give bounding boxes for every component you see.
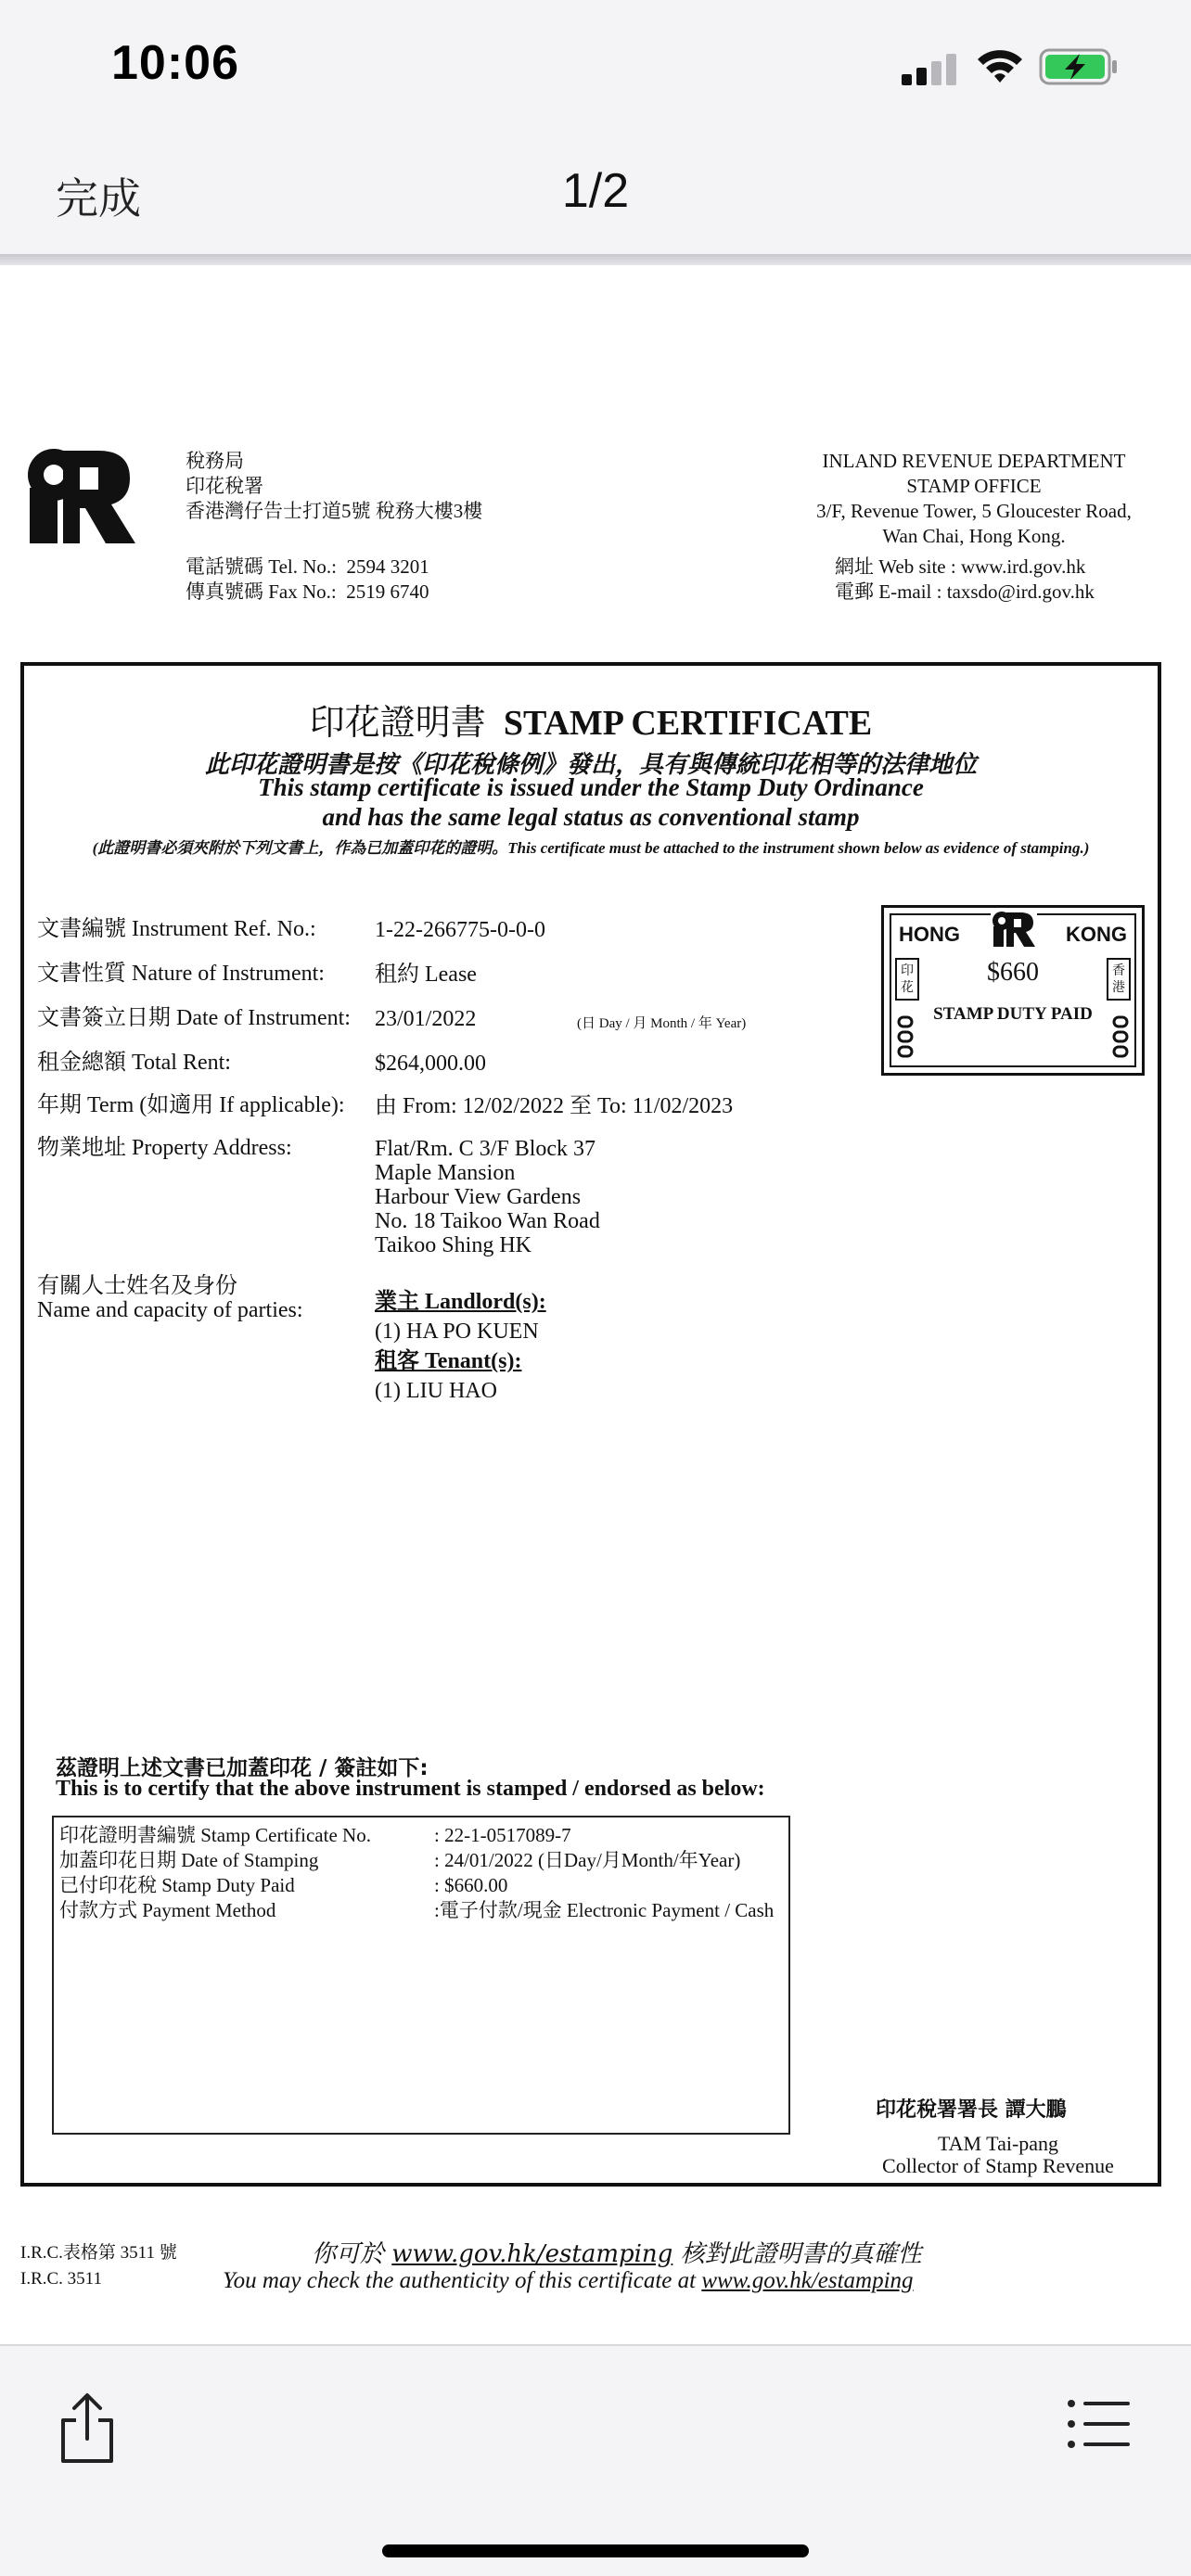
- date-format-hint: (日 Day / 月 Month / 年 Year): [577, 1016, 747, 1031]
- stamp-ird-logo: [991, 910, 1037, 949]
- endorsement-label: 已付印花稅 Stamp Duty Paid: [59, 1874, 295, 1896]
- address-line: Taikoo Shing HK: [375, 1233, 531, 1257]
- signer-zh: 印花稅署署長 譚大鵬: [876, 2098, 1067, 2122]
- wifi-icon: [976, 46, 1024, 85]
- instrument-date-value: 23/01/2022: [375, 1007, 477, 1031]
- landlord-name: (1) HA PO KUEN: [375, 1320, 539, 1344]
- form-number-zh: I.R.C.表格第 3511 號: [20, 2243, 177, 2263]
- endorsement-label: 付款方式 Payment Method: [59, 1899, 276, 1921]
- contact-phone-fax: [186, 555, 429, 605]
- top-bar: [0, 0, 1191, 256]
- tenant-label: 租客 Tenant(s):: [375, 1349, 522, 1373]
- instrument-date-label: 文書簽立日期 Date of Instrument:: [37, 1006, 351, 1030]
- header-en-line: INLAND REVENUE DEPARTMENT: [822, 450, 1126, 472]
- total-rent-value: $264,000.00: [375, 1052, 486, 1076]
- cellular-signal-icon: [902, 54, 959, 85]
- fax-value: 2519 6740: [346, 580, 429, 603]
- estamping-link-en[interactable]: www.gov.hk/estamping: [701, 2268, 914, 2293]
- legal-status-zh: 此印花證明書是按《印花稅條例》發出，具有與傳統印花相等的法律地位: [204, 751, 977, 779]
- nature-label: 文書性質 Nature of Instrument:: [37, 962, 325, 986]
- tel-label: 電話號碼 Tel. No.:: [186, 555, 338, 578]
- ird-address-chinese: [186, 449, 482, 524]
- parties-label-zh: 有關人士姓名及身份: [37, 1274, 237, 1298]
- stamp-ornament-icon: [1110, 1015, 1131, 1060]
- authenticity-zh-pre: 你可於: [312, 2240, 392, 2268]
- bottom-toolbar: [0, 2344, 1191, 2576]
- nature-value: 租約 Lease: [375, 963, 477, 987]
- signer-en: [840, 2133, 1156, 2177]
- header-zh-line: 香港灣仔告士打道5號 稅務大樓3樓: [186, 500, 483, 522]
- email-label: 電郵 E-mail :: [835, 580, 942, 603]
- fax-label: 傳真號碼 Fax No.:: [186, 580, 337, 603]
- stamp-side-right: 香港: [1107, 958, 1131, 1001]
- certify-text-zh: 茲證明上述文書已加蓋印花 / 簽註如下:: [56, 1756, 429, 1780]
- parties-label-en: Name and capacity of parties:: [37, 1298, 303, 1322]
- battery-charging-icon: [1039, 48, 1119, 85]
- certificate-title-en: STAMP CERTIFICATE: [503, 704, 873, 743]
- endorsement-box: [52, 1816, 790, 2135]
- stamp-certificate: [20, 662, 1161, 2187]
- share-icon[interactable]: [58, 2392, 117, 2465]
- header-zh-line: 稅務局: [186, 450, 244, 472]
- estamping-link-zh[interactable]: www.gov.hk/estamping: [391, 2240, 673, 2268]
- email-value: taxsdo@ird.gov.hk: [946, 580, 1095, 603]
- attachment-note: (此證明書必須夾附於下列文書上，作為已加蓋印花的證明。This certificate must be attached to the instrument shown below as evidence of stamping.): [92, 839, 1090, 857]
- done-button[interactable]: 完成: [56, 173, 141, 223]
- total-rent-label: 租金總額 Total Rent:: [37, 1051, 231, 1075]
- header-zh-line: 印花稅署: [186, 475, 263, 497]
- ird-logo: [26, 447, 137, 547]
- home-indicator[interactable]: [382, 2544, 809, 2557]
- form-number: [20, 2240, 177, 2292]
- web-value: www.ird.gov.hk: [960, 555, 1086, 578]
- header-en-line: STAMP OFFICE: [906, 475, 1042, 497]
- instrument-ref-label: 文書編號 Instrument Ref. No.:: [37, 917, 316, 941]
- address-line: Maple Mansion: [375, 1161, 516, 1185]
- endorsement-label: 印花證明書編號 Stamp Certificate No.: [59, 1824, 371, 1846]
- stamp-paid-text: STAMP DUTY PAID: [933, 1004, 1093, 1024]
- parties: [375, 1287, 546, 1406]
- document-page: [0, 265, 1191, 2344]
- address-line: Harbour View Gardens: [375, 1185, 582, 1209]
- stamp-amount: $660: [987, 958, 1039, 987]
- contact-web-email: [835, 555, 1095, 605]
- term-value: 由 From: 12/02/2022 至 To: 11/02/2023: [375, 1094, 734, 1118]
- authenticity-en-pre: You may check the authenticity of this certificate at: [223, 2268, 702, 2293]
- endorsement-value: : $660.00: [434, 1874, 508, 1896]
- header-en-line: Wan Chai, Hong Kong.: [882, 525, 1066, 547]
- certify-text-en: This is to certify that the above instrument is stamped / endorsed as below:: [56, 1777, 765, 1801]
- endorsement-value: : 22-1-0517089-7: [434, 1824, 571, 1846]
- web-label: 網址 Web site :: [835, 555, 956, 578]
- authenticity-note-en: [223, 2268, 914, 2294]
- parties-label: [37, 1274, 303, 1322]
- address-label: 物業地址 Property Address:: [37, 1136, 292, 1160]
- address-line: Flat/Rm. C 3/F Block 37: [375, 1137, 596, 1161]
- list-icon[interactable]: [1067, 2398, 1132, 2450]
- stamp-hong: HONG: [899, 923, 960, 946]
- address-line: No. 18 Taikoo Wan Road: [375, 1209, 600, 1233]
- legal-status-en-2: and has the same legal status as conventional stamp: [322, 803, 860, 831]
- endorsement-value: : 24/01/2022 (日Day/月Month/年Year): [434, 1849, 741, 1871]
- legal-status-en-1: This stamp certificate is issued under the Stamp Duty Ordinance: [258, 773, 924, 801]
- form-number-en: I.R.C. 3511: [20, 2269, 102, 2289]
- ird-address-english: [798, 449, 1150, 549]
- certificate-title-zh: 印花證明書: [309, 702, 486, 743]
- certificate-title: [24, 694, 1158, 745]
- stamp-duty-paid-seal: [881, 905, 1145, 1076]
- authenticity-note-zh: [312, 2235, 922, 2269]
- stamp-kong: KONG: [1066, 923, 1127, 946]
- tel-value: 2594 3201: [346, 555, 429, 578]
- signer-title: Collector of Stamp Revenue: [882, 2154, 1114, 2177]
- stamp-ornament-icon: [895, 1015, 916, 1060]
- page-indicator: 1/2: [561, 164, 630, 218]
- endorsement-label: 加蓋印花日期 Date of Stamping: [59, 1849, 319, 1871]
- header-en-line: 3/F, Revenue Tower, 5 Gloucester Road,: [816, 500, 1132, 522]
- term-label: 年期 Term (如適用 If applicable):: [37, 1093, 345, 1117]
- tenant-name: (1) LIU HAO: [375, 1379, 497, 1403]
- status-time: 10:06: [111, 36, 239, 90]
- instrument-ref-value: 1-22-266775-0-0-0: [375, 918, 545, 942]
- nav-divider: [0, 254, 1191, 265]
- stamp-side-left: 印花: [895, 958, 919, 1001]
- endorsement-value: :電子付款/現金 Electronic Payment / Cash: [434, 1899, 775, 1921]
- property-address: [375, 1137, 600, 1257]
- authenticity-zh-post: 核對此證明書的真確性: [672, 2240, 922, 2268]
- landlord-label: 業主 Landlord(s):: [375, 1290, 546, 1314]
- signer-name: TAM Tai-pang: [937, 2132, 1059, 2155]
